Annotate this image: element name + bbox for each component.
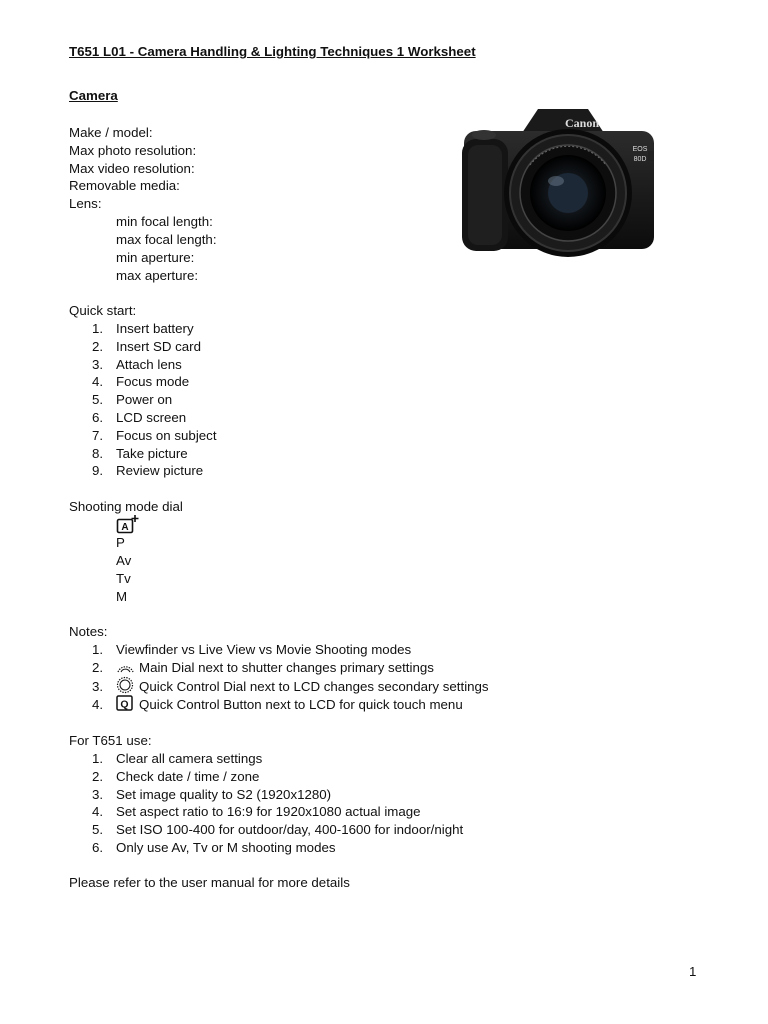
notes-number: 2. (92, 660, 104, 675)
camera-brand-label: Canon (564, 116, 600, 130)
quick-start-number: 1. (92, 321, 104, 336)
field-max-video-resolution: Max video resolution: (69, 161, 195, 176)
footer-note: Please refer to the user manual for more details (69, 875, 350, 890)
svg-text:A: A (121, 522, 129, 533)
camera-model-badge-eos: EOS (632, 146, 648, 153)
notes-number: 1. (92, 642, 104, 657)
notes-item: Quick Control Dial next to LCD changes secondary settings (139, 679, 489, 694)
field-min-aperture: min aperture: (116, 250, 195, 265)
t651-number: 6. (92, 840, 104, 855)
field-removable-media: Removable media: (69, 178, 180, 193)
svg-text:Q: Q (120, 698, 129, 711)
section-heading-camera: Camera (69, 88, 118, 103)
quick-start-number: 2. (92, 338, 104, 354)
t651-item: Set ISO 100-400 for outdoor/day, 400-1600 for indoor/night (116, 822, 464, 838)
notes-number: 3. (92, 679, 104, 694)
t651-item: Set aspect ratio to 16:9 for 1920x1080 actual image (116, 804, 421, 820)
notes-item: Main Dial next to shutter changes primary settings (139, 660, 434, 675)
shooting-mode-item: Tv (116, 571, 131, 586)
field-max-photo-resolution: Max photo resolution: (69, 143, 197, 158)
quick-start-item: Focus mode (116, 374, 190, 390)
worksheet-title: T651 L01 - Camera Handling & Lighting Techniques 1 Worksheet (69, 44, 476, 59)
quick-start-number: 6. (92, 410, 104, 425)
shooting-mode-item: M (116, 589, 128, 604)
scene-intelligent-auto-icon (116, 514, 140, 534)
camera-image (458, 105, 656, 265)
field-max-focal-length: max focal length: (116, 232, 217, 247)
camera-model-badge-80d: 80D (633, 156, 647, 163)
field-lens: Lens: (69, 196, 102, 211)
quick-start-number: 3. (92, 356, 104, 372)
field-max-aperture: max aperture: (116, 268, 199, 283)
field-min-focal-length: min focal length: (116, 214, 213, 229)
shooting-mode-item: P (116, 535, 125, 550)
shooting-mode-heading: Shooting mode dial (69, 499, 183, 514)
quick-start-item: LCD screen (116, 410, 187, 425)
quick-start-number: 8. (92, 445, 104, 461)
quick-start-item: Attach lens (116, 356, 182, 372)
quick-start-item: Insert SD card (116, 338, 201, 354)
quick-start-number: 7. (92, 427, 104, 443)
t651-item: Only use Av, Tv or M shooting modes (116, 840, 336, 855)
notes-heading: Notes: (69, 624, 108, 639)
shooting-mode-item: Av (116, 553, 132, 568)
notes-item: Viewfinder vs Live View vs Movie Shooting modes (116, 642, 412, 657)
quick-control-dial-icon (116, 676, 134, 694)
t651-item: Check date / time / zone (116, 768, 260, 784)
t651-heading: For T651 use: (69, 733, 152, 748)
notes-item: Quick Control Button next to LCD for quick touch menu (139, 697, 463, 712)
t651-number: 3. (92, 786, 104, 802)
t651-number: 1. (92, 751, 104, 766)
t651-number: 4. (92, 804, 104, 820)
t651-number: 5. (92, 822, 104, 838)
t651-item: Clear all camera settings (116, 751, 263, 766)
quick-start-number: 9. (92, 463, 104, 479)
page-number: 1 (689, 964, 697, 979)
quick-start-item: Take picture (116, 445, 188, 461)
quick-control-button-icon (116, 695, 134, 712)
t651-number: 2. (92, 768, 104, 784)
quick-start-item: Review picture (116, 463, 204, 479)
quick-start-number: 5. (92, 392, 104, 408)
quick-start-item: Insert battery (116, 321, 194, 336)
t651-item: Set image quality to S2 (1920x1280) (116, 786, 332, 802)
quick-start-item: Power on (116, 392, 173, 408)
main-dial-icon (116, 660, 135, 674)
field-make-model: Make / model: (69, 125, 153, 140)
quick-start-item: Focus on subject (116, 427, 217, 443)
quick-start-heading: Quick start: (69, 303, 137, 318)
notes-number: 4. (92, 697, 104, 712)
quick-start-number: 4. (92, 374, 104, 390)
